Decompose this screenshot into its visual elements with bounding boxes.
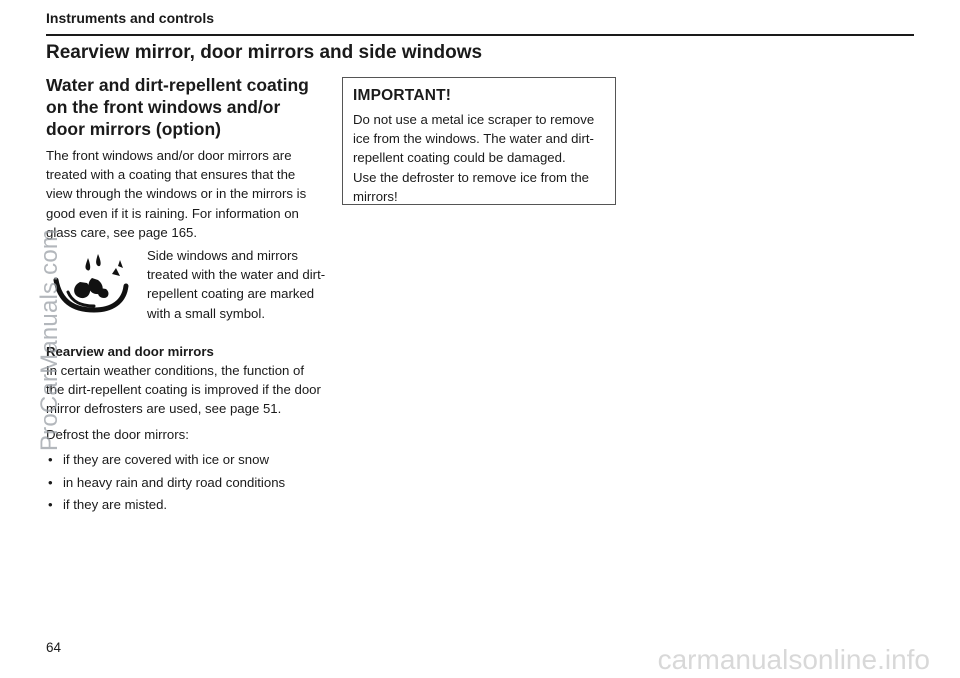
symbol-caption: Side windows and mirrors treated with the water and dirt-repellent coating are marked with a small symbol. <box>147 248 326 321</box>
defrost-conditions-list <box>46 450 324 515</box>
important-text-2: Use the defroster to remove ice from the mirrors! <box>353 169 590 204</box>
section-header: Instruments and controls <box>46 10 215 26</box>
bottom-watermark: carmanualsonline.info <box>657 644 930 675</box>
mirrors-text: In certain weather conditions, the function of the dirt-repellent coating is improved if the door mirror defrosters are used, see page 51. <box>46 363 321 417</box>
symbol-row <box>46 246 324 332</box>
important-text: Do not use a metal ice scraper to remove ice from the windows. The water and dirt-repellent coating could be damaged. <box>353 112 595 166</box>
page-number: 64 <box>46 640 62 655</box>
coating-intro: The front windows and/or door mirrors are treated with a coating that ensures that the view through the windows or in the mirrors is good even if it is raining. For information on glass care, see page 165. <box>46 148 307 240</box>
mirrors-heading: Rearview and door mirrors <box>46 344 214 360</box>
list-item: • in heavy rain and dirty road conditions <box>46 473 324 492</box>
list-item: • if they are covered with ice or snow <box>46 450 324 469</box>
list-item: • if they are misted. <box>46 495 324 514</box>
side-watermark: ProCarManuals.com <box>36 228 63 452</box>
coating-heading: Water and dirt-repellent coating on the front windows and/or door mirrors (option) <box>46 75 309 139</box>
important-title: IMPORTANT! <box>353 87 452 104</box>
important-notice <box>342 77 616 205</box>
header-divider <box>46 34 914 36</box>
left-column <box>46 74 324 518</box>
defrost-intro: Defrost the door mirrors: <box>46 426 189 442</box>
page-title: Rearview mirror, door mirrors and side windows <box>46 42 483 63</box>
